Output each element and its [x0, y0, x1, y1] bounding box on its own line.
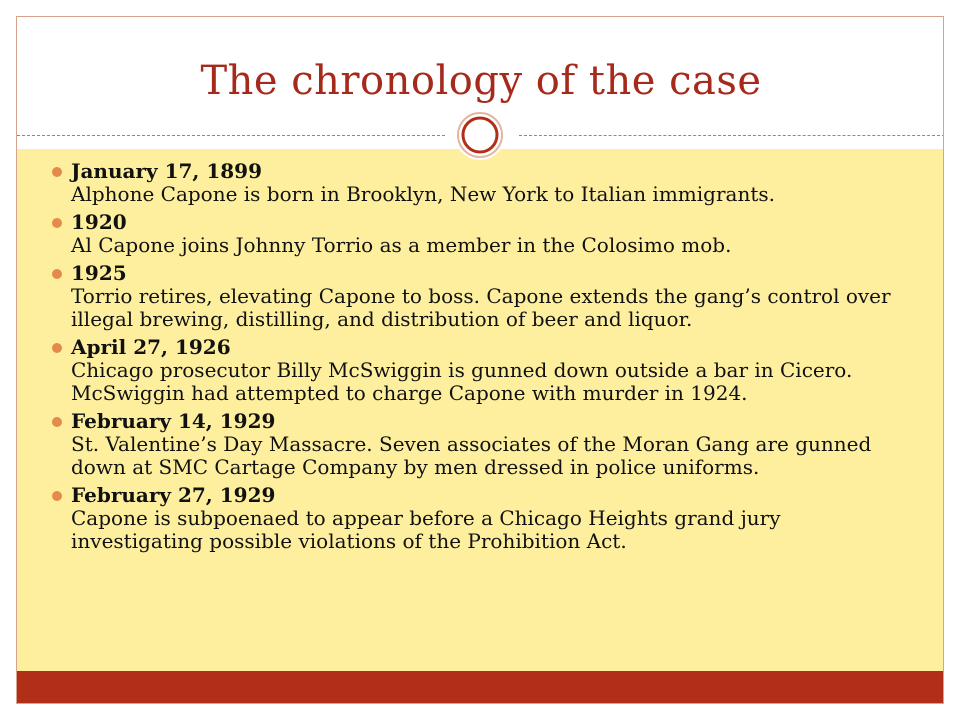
- bullet-icon: [52, 343, 62, 353]
- list-item: [37, 484, 917, 553]
- event-description: Capone is subpoenaed to appear before a Chicago Heights grand jury investigating possible violations of the Prohibition Act.: [71, 506, 781, 553]
- event-description: Al Capone joins Johnny Torrio as a member in the Colosimo mob.: [71, 233, 732, 257]
- slide-title: The chronology of the case: [200, 58, 762, 104]
- bullet-icon: [52, 218, 62, 228]
- bullet-icon: [52, 417, 62, 427]
- bullet-icon: [52, 269, 62, 279]
- event-date: January 17, 1899: [71, 159, 263, 183]
- timeline-list: [37, 160, 917, 558]
- event-date: April 27, 1926: [71, 335, 231, 359]
- list-item: [37, 336, 917, 405]
- concentric-circle-icon: [455, 110, 505, 160]
- event-date: February 14, 1929: [71, 409, 276, 433]
- list-item: [37, 211, 917, 257]
- event-date: February 27, 1929: [71, 483, 276, 507]
- list-item: [37, 160, 917, 206]
- title-divider-right: [519, 135, 944, 136]
- list-item: [37, 410, 917, 479]
- event-date: 1925: [71, 261, 127, 285]
- list-item: [37, 262, 917, 331]
- bullet-icon: [52, 491, 62, 501]
- title-divider-left: [17, 135, 445, 136]
- event-description: Torrio retires, elevating Capone to boss. Capone extends the gang’s control over illegal brewing, distilling, and distribution of beer and liquor.: [71, 284, 891, 331]
- bullet-icon: [52, 167, 62, 177]
- event-description: Chicago prosecutor Billy McSwiggin is gunned down outside a bar in Cicero. McSwiggin had attempted to charge Capone with murder in 1924.: [71, 358, 853, 405]
- event-date: 1920: [71, 210, 127, 234]
- footer-bar: [17, 671, 944, 704]
- event-description: St. Valentine’s Day Massacre. Seven associates of the Moran Gang are gunned down at SMC Cartage Company by men dressed in police uniforms.: [71, 432, 872, 479]
- slide: [16, 16, 944, 704]
- event-description: Alphone Capone is born in Brooklyn, New York to Italian immigrants.: [71, 182, 775, 206]
